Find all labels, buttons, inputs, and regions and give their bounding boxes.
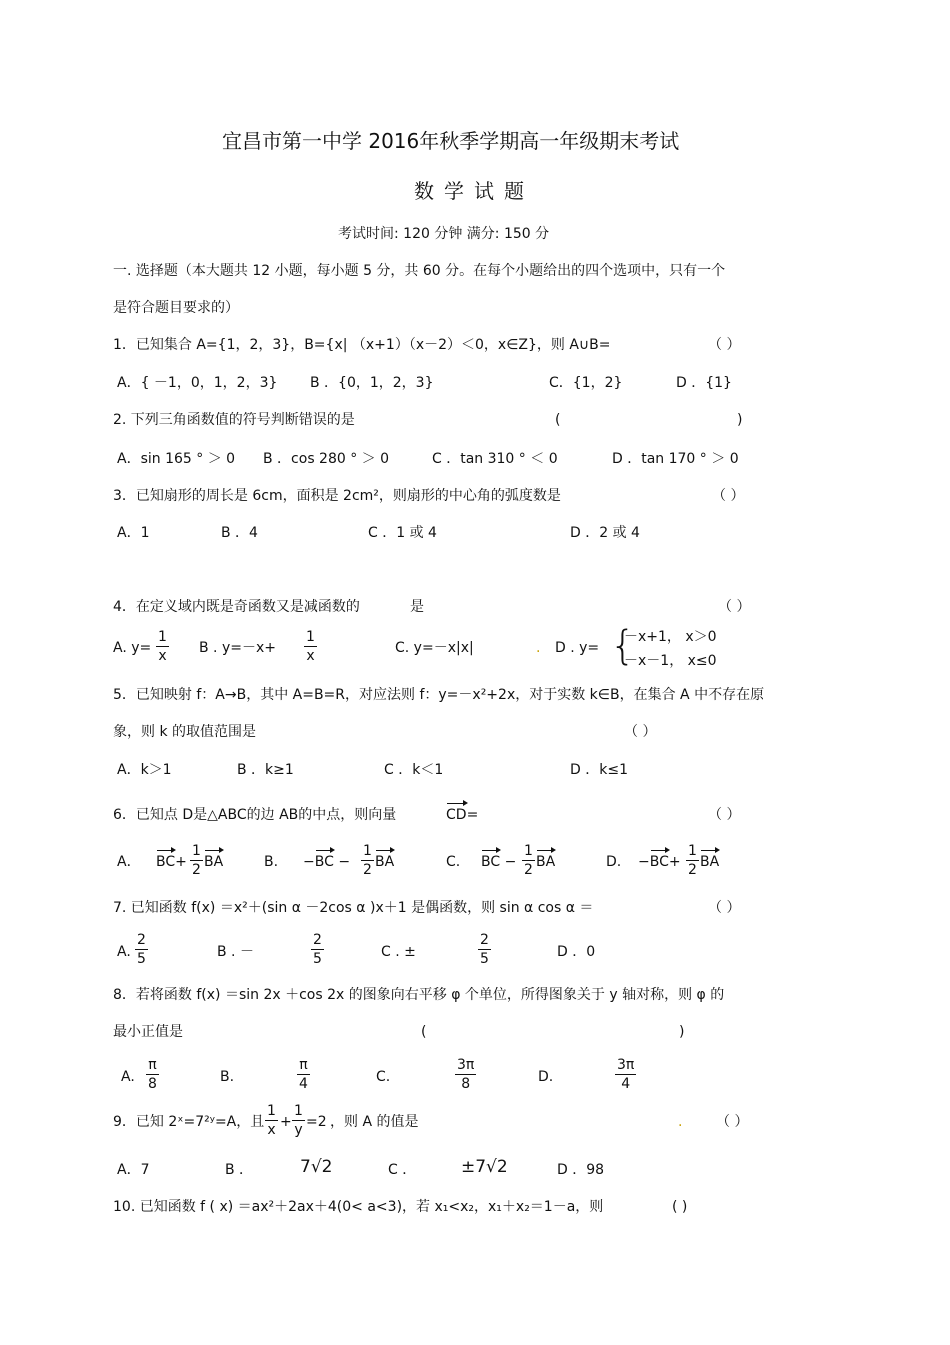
minus-sign: −: [638, 854, 650, 870]
fraction-bar: [361, 860, 374, 861]
q8-option-a-label: A.: [121, 1069, 135, 1085]
decorative-dot: .: [678, 1114, 683, 1130]
q7-option-a-label: A.: [117, 944, 131, 960]
q2-option-d: D ．tan 170 ° ＞ 0: [612, 451, 739, 467]
q6-option-c-label: C.: [446, 854, 461, 870]
q5-option-a: A．k＞1: [117, 762, 172, 778]
minus-sign: −: [303, 854, 315, 870]
fraction-denominator: 8: [461, 1076, 471, 1092]
q5-stem-line1: 5．已知映射 f：A→B，其中 A=B=R，对应法则 f：y=－x²+2x，对于实数 k∈B，在集合 A 中不存在原: [113, 687, 765, 703]
q9-option-b-value: 7√2: [300, 1157, 333, 1177]
exam-info: 考试时间: 120 分钟 满分: 150 分: [338, 226, 550, 242]
vector-ba: BA: [700, 854, 720, 870]
q9-fraction-1-over-x: [265, 1103, 278, 1138]
q5-option-c: C ．k＜1: [384, 762, 444, 778]
q6-option-c-half: [522, 843, 535, 878]
fraction-bar: [304, 646, 317, 647]
q1-option-b: B ．{0，1，2，3}: [310, 375, 434, 391]
vector-bc: BC: [314, 854, 334, 870]
q9-stem-pre: 9．已知 2ˣ=7²ʸ=A，且: [113, 1114, 265, 1130]
q6-option-b-ba: [375, 853, 394, 871]
q9-stem-post: ，则 A 的值是: [330, 1114, 419, 1130]
q7-answer-paren: （ ）: [708, 900, 741, 916]
q7-stem: 7. 已知函数 f(x) ＝x²＋(sin α －2cos α )x＋1 是偶函数，则 sin α cos α ＝: [113, 900, 594, 916]
fraction-numerator: 3π: [457, 1057, 475, 1073]
q4-option-b-label: B . y=－x+: [199, 640, 276, 656]
q6-option-d-expr: [638, 853, 681, 871]
q8-option-b-label: B.: [220, 1069, 235, 1085]
q9-option-a: A．7: [117, 1162, 150, 1178]
fraction-bar: [265, 1120, 278, 1121]
q1-option-d: D ．{1}: [676, 375, 732, 391]
vector-ba: BA: [536, 854, 556, 870]
q4-option-a-fraction: [156, 629, 169, 664]
vector-ba: BA: [204, 854, 224, 870]
fraction-denominator: 2: [688, 862, 697, 878]
q4-stem: 4．在定义域内既是奇函数又是减函数的: [113, 599, 360, 615]
q9-answer-paren: （ ）: [716, 1114, 749, 1130]
q8-stem-line2: 最小正值是: [113, 1024, 183, 1040]
fraction-bar: [615, 1074, 636, 1075]
fraction-numerator: 1: [192, 843, 201, 859]
plus-sign: +: [280, 1114, 292, 1130]
fraction-bar: [135, 949, 148, 950]
fraction-denominator: 5: [480, 951, 489, 967]
q4-option-c: C. y=－x|x|: [395, 640, 474, 656]
vector-bc: BC: [156, 854, 176, 870]
q2-option-c: C ．tan 310 ° ＜ 0: [432, 451, 558, 467]
fraction-numerator: 1: [688, 843, 697, 859]
fraction-denominator: y: [294, 1122, 303, 1138]
fraction-numerator: 1: [294, 1103, 303, 1119]
q6-option-a-half: [190, 843, 203, 878]
q7-option-c-label: C . ±: [381, 944, 416, 960]
q9-equals-2: =2: [306, 1114, 327, 1130]
vector-ba: BA: [375, 854, 395, 870]
q8-option-b-fraction: [297, 1057, 310, 1092]
q4-answer-paren: （ ）: [718, 599, 751, 615]
q6-option-c-ba: [536, 853, 555, 871]
minus-sign: −: [338, 854, 351, 870]
fraction-denominator: x: [158, 648, 167, 664]
q2-paren-right: ): [737, 412, 743, 428]
fraction-denominator: 4: [621, 1076, 631, 1092]
q8-option-c-fraction: [455, 1057, 476, 1092]
q3-option-d: D ．2 或 4: [570, 525, 640, 541]
fraction-numerator: π: [148, 1057, 157, 1073]
fraction-bar: [297, 1074, 310, 1075]
q1-stem: 1．已知集合 A={1，2，3}，B={x| （x+1）（x－2）＜0，x∈Z}，则 A∪B=: [113, 337, 611, 353]
fraction-numerator: 1: [363, 843, 372, 859]
fraction-numerator: 2: [313, 932, 322, 948]
q6-option-a-ba: [204, 853, 223, 871]
q8-stem-line1: 8．若将函数 f(x) ＝sin 2x ＋cos 2x 的图象向右平移 φ 个单位，所得图象关于 y 轴对称，则 φ 的: [113, 987, 725, 1003]
q7-option-a-fraction: [135, 932, 148, 967]
piecewise-brace: {: [610, 623, 636, 669]
q4-stem-tail: 是: [410, 599, 424, 615]
q9-option-b-label: B ．: [225, 1162, 254, 1178]
q3-answer-paren: （ ）: [712, 488, 745, 504]
q7-option-c-fraction: [478, 932, 491, 967]
q8-option-d-label: D.: [538, 1069, 554, 1085]
fraction-denominator: x: [306, 648, 315, 664]
fraction-bar: [455, 1074, 476, 1075]
fraction-bar: [311, 949, 324, 950]
fraction-bar: [146, 1074, 159, 1075]
q8-paren-left: (: [421, 1024, 427, 1040]
q9-fraction-1-over-y: [292, 1103, 305, 1138]
q4-option-a-label: A. y=: [113, 640, 152, 656]
q4-option-d-label: D . y=: [555, 640, 600, 656]
q6-option-d-ba: [700, 853, 719, 871]
fraction-numerator: 1: [306, 629, 315, 645]
vector-bc: BC: [481, 854, 501, 870]
fraction-bar: [292, 1120, 305, 1121]
fraction-bar: [156, 646, 169, 647]
q6-answer-paren: （ ）: [708, 807, 741, 823]
q5-stem-line2: 象，则 k 的取值范围是: [113, 724, 257, 740]
fraction-bar: [190, 860, 203, 861]
q9-option-d: D ．98: [557, 1162, 605, 1178]
q3-stem: 3．已知扇形的周长是 6cm，面积是 2cm²，则扇形的中心角的弧度数是: [113, 488, 561, 504]
q6-option-d-half: [686, 843, 699, 878]
q8-paren-right: ): [679, 1024, 685, 1040]
fraction-denominator: 5: [313, 951, 322, 967]
q3-option-c: C ．1 或 4: [368, 525, 437, 541]
q9-option-c-label: C ．: [388, 1162, 417, 1178]
q2-stem: 2. 下列三角函数值的符号判断错误的是: [113, 412, 355, 428]
q4-piece-2: －x－1， x≤0: [624, 653, 717, 669]
q9-option-c-value: ±7√2: [461, 1157, 508, 1177]
q3-option-b: B ．4: [221, 525, 258, 541]
vector-bc: BC: [649, 854, 669, 870]
fraction-numerator: 1: [524, 843, 533, 859]
decorative-dot: .: [536, 640, 541, 656]
q1-answer-paren: （ ）: [708, 337, 741, 353]
vector-cd: CD: [446, 807, 467, 823]
q3-option-a: A．1: [117, 525, 150, 541]
q6-option-a-expr: [156, 853, 187, 871]
fraction-numerator: 3π: [617, 1057, 635, 1073]
q10-stem: 10. 已知函数 f ( x) ＝ax²＋2ax＋4(0< a<3)，若 x₁<x₂，x₁＋x₂＝1－a，则: [113, 1199, 604, 1215]
q8-option-c-label: C.: [376, 1069, 391, 1085]
q6-option-b-label: B.: [264, 854, 279, 870]
q6-option-c-expr: [481, 853, 516, 871]
q6-option-b-expr: [303, 853, 350, 871]
fraction-denominator: 2: [363, 862, 372, 878]
q7-option-d: D ．0: [557, 944, 596, 960]
q4-piece-1: －x+1， x＞0: [624, 629, 717, 645]
q1-option-a: A．{ －1，0，1，2，3}: [117, 375, 278, 391]
q1-option-c: C．{1，2}: [549, 375, 623, 391]
plus-sign: +: [175, 854, 187, 870]
fraction-denominator: 4: [299, 1076, 308, 1092]
fraction-bar: [522, 860, 535, 861]
q4-option-b-fraction: [304, 629, 317, 664]
section-intro-line1: 一. 选择题（本大题共 12 小题，每小题 5 分，共 60 分。在每个小题给出的四个选项中，只有一个: [113, 263, 726, 279]
fraction-denominator: 2: [524, 862, 533, 878]
section-intro-line2: 是符合题目要求的）: [113, 300, 239, 316]
plus-sign: +: [668, 854, 681, 870]
fraction-numerator: π: [299, 1057, 308, 1073]
q2-option-a: A．sin 165 ° ＞ 0: [117, 451, 236, 467]
fraction-denominator: x: [267, 1122, 276, 1138]
q10-answer-paren: ( ): [672, 1199, 688, 1215]
minus-sign: −: [504, 854, 517, 870]
q5-option-b: B ．k≥1: [237, 762, 294, 778]
q8-option-a-fraction: [146, 1057, 159, 1092]
q7-option-b-fraction: [311, 932, 324, 967]
fraction-denominator: 8: [148, 1076, 157, 1092]
fraction-numerator: 1: [158, 629, 167, 645]
q8-option-d-fraction: [615, 1057, 636, 1092]
fraction-bar: [478, 949, 491, 950]
fraction-numerator: 2: [137, 932, 146, 948]
q6-stem: 6．已知点 D是△ABC的边 AB的中点，则向量: [113, 807, 397, 823]
fraction-denominator: 2: [192, 862, 201, 878]
q7-option-b-label: B . －: [217, 944, 254, 960]
exam-title: 宜昌市第一中学 2016年秋季学期高一年级期末考试: [222, 129, 680, 153]
fraction-denominator: 5: [137, 951, 146, 967]
fraction-bar: [686, 860, 699, 861]
q6-option-d-label: D.: [606, 854, 622, 870]
q6-option-b-half: [361, 843, 374, 878]
fraction-numerator: 1: [267, 1103, 276, 1119]
q6-equals: =: [466, 807, 479, 823]
q6-vector-cd: [446, 806, 478, 824]
q6-option-a-label: A．: [117, 854, 141, 870]
fraction-numerator: 2: [480, 932, 489, 948]
exam-subject: 数学试题: [414, 179, 534, 203]
q2-option-b: B ．cos 280 ° ＞ 0: [263, 451, 390, 467]
q5-answer-paren: （ ）: [624, 724, 657, 740]
q2-paren-left: (: [555, 412, 561, 428]
q5-option-d: D ．k≤1: [570, 762, 628, 778]
